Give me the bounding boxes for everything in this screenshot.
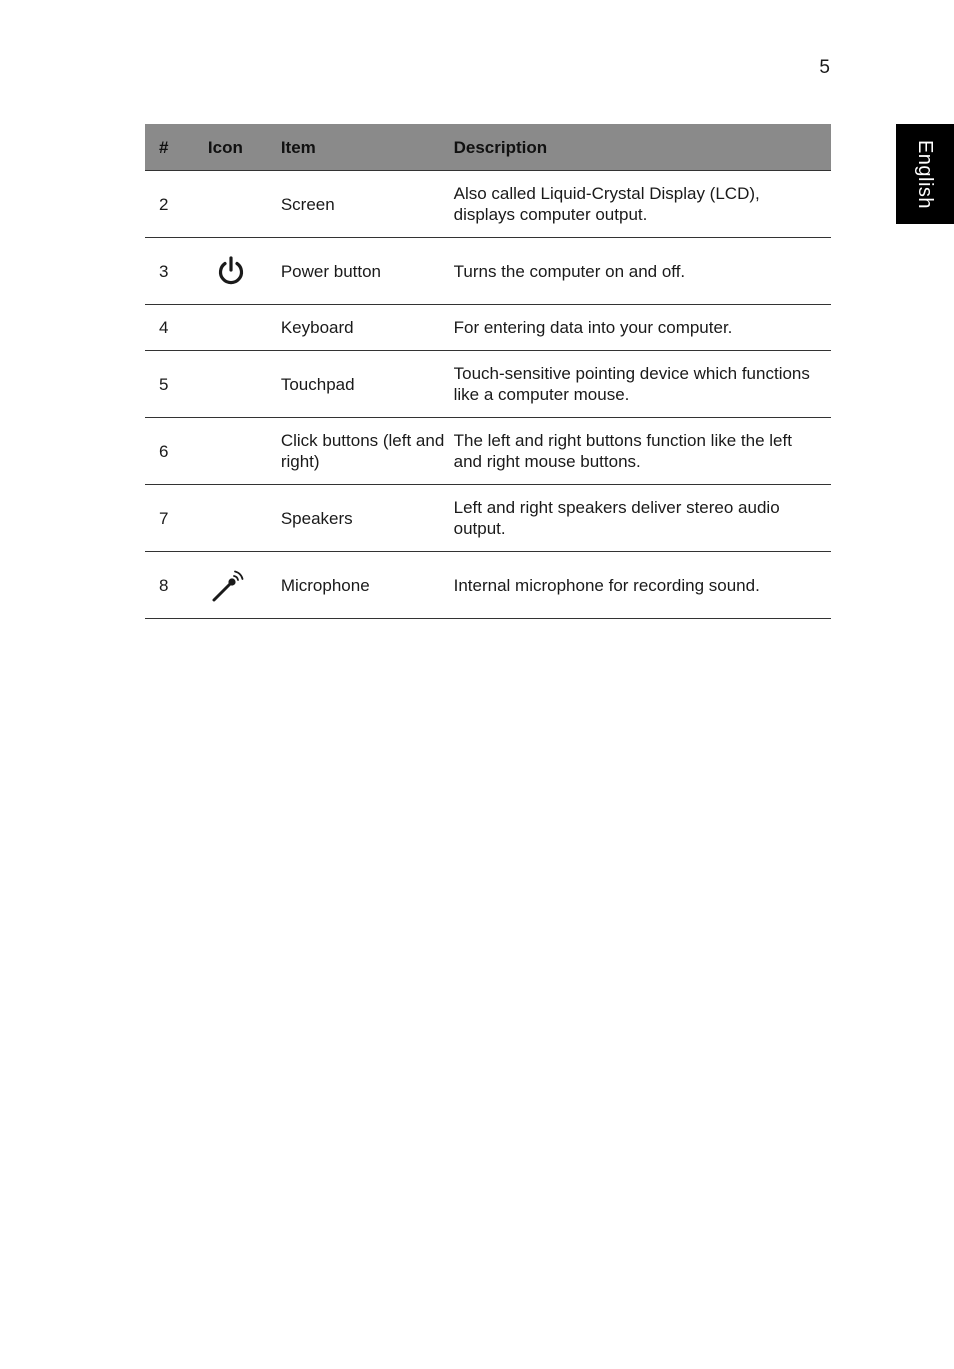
row-number: 3 [145, 238, 207, 305]
row-number: 2 [145, 171, 207, 238]
header-icon: Icon [207, 124, 279, 171]
header-item: Item [279, 124, 454, 171]
row-icon-cell [207, 418, 279, 485]
row-item: Screen [279, 171, 454, 238]
table-row [145, 351, 831, 418]
row-description: The left and right buttons function like the left and right mouse buttons. [454, 418, 831, 485]
row-icon-cell [207, 171, 279, 238]
component-table [145, 124, 831, 619]
row-item: Microphone [279, 552, 454, 619]
row-number: 4 [145, 305, 207, 351]
header-number: # [145, 124, 207, 171]
table-row [145, 485, 831, 552]
row-number: 6 [145, 418, 207, 485]
row-item: Keyboard [279, 305, 454, 351]
row-icon-cell [207, 238, 279, 305]
table-header-row [145, 124, 831, 171]
row-number: 5 [145, 351, 207, 418]
row-description: For entering data into your computer. [454, 305, 831, 351]
row-description: Left and right speakers deliver stereo audio output. [454, 485, 831, 552]
row-number: 8 [145, 552, 207, 619]
header-description: Description [454, 124, 831, 171]
language-tab [896, 124, 954, 224]
page-number: 5 [819, 57, 830, 78]
language-tab-label: English [914, 139, 937, 209]
row-description: Also called Liquid-Crystal Display (LCD), displays computer output. [454, 171, 831, 238]
table-row [145, 552, 831, 619]
power-icon [215, 255, 247, 287]
row-number: 7 [145, 485, 207, 552]
table-row [145, 171, 831, 238]
row-item: Speakers [279, 485, 454, 552]
table-row [145, 418, 831, 485]
table-row [145, 305, 831, 351]
row-item: Power button [279, 238, 454, 305]
row-icon-cell [207, 351, 279, 418]
row-description: Internal microphone for recording sound. [454, 552, 831, 619]
row-icon-cell [207, 305, 279, 351]
row-description: Turns the computer on and off. [454, 238, 831, 305]
row-description: Touch-sensitive pointing device which functions like a computer mouse. [454, 351, 831, 418]
row-item: Touchpad [279, 351, 454, 418]
table-row [145, 238, 831, 305]
microphone-icon [209, 565, 249, 605]
row-item: Click buttons (left and right) [279, 418, 454, 485]
row-icon-cell [207, 552, 279, 619]
row-icon-cell [207, 485, 279, 552]
